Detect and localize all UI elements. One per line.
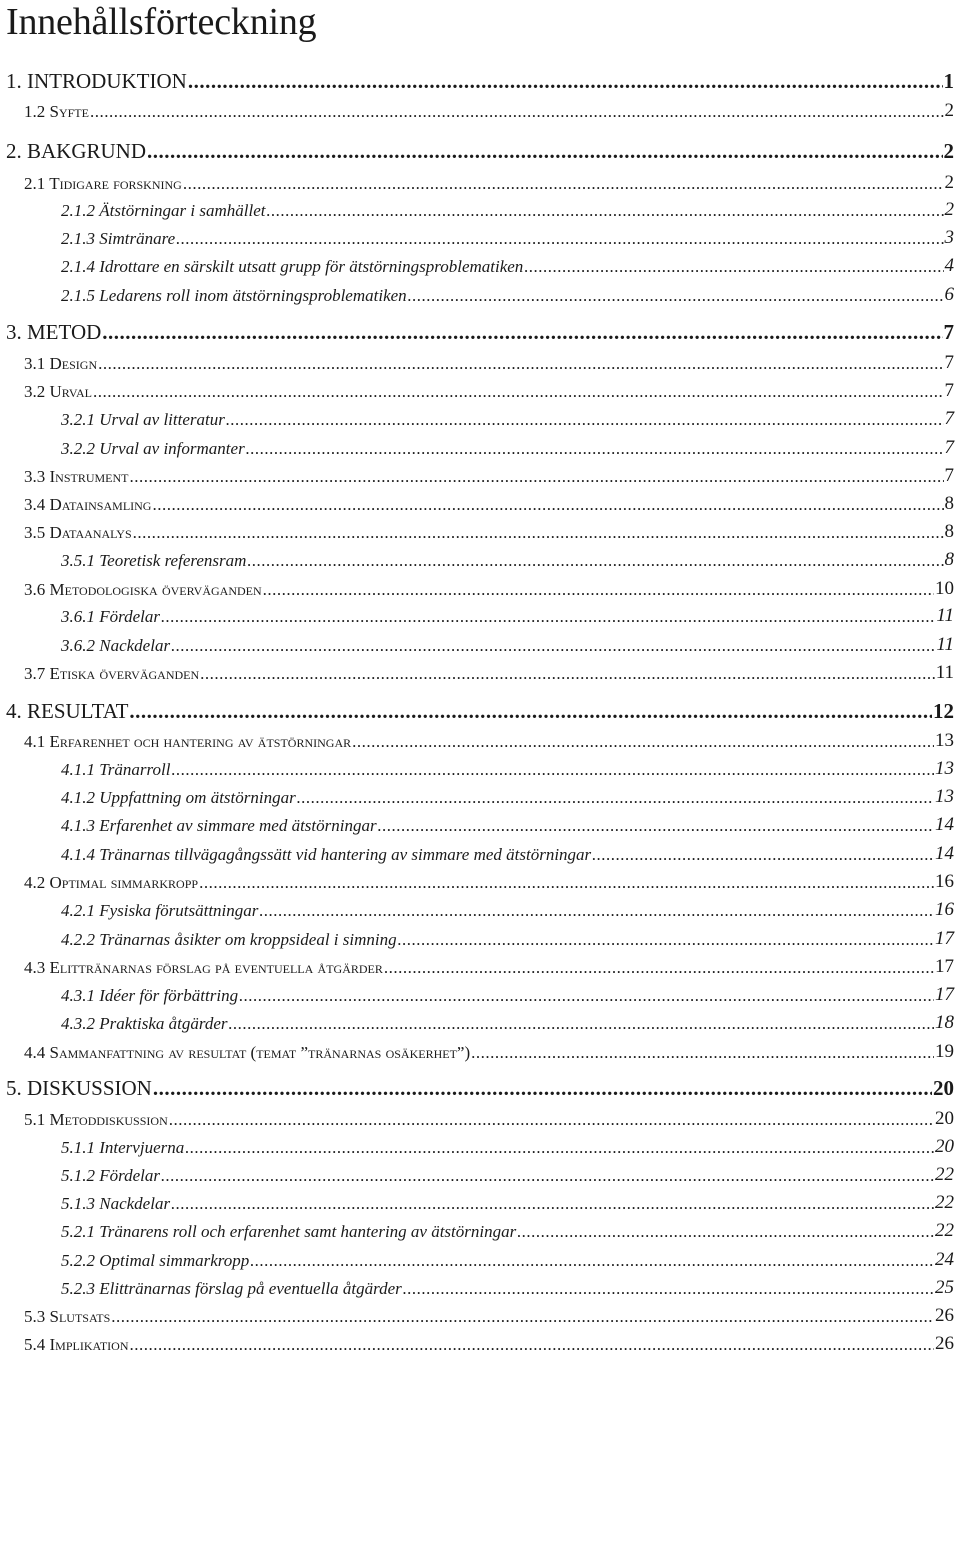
dot-leader — [200, 664, 935, 684]
toc-entry-label: 3.7 Etiska överväganden — [24, 664, 200, 683]
toc-entry[interactable] — [6, 70, 954, 94]
toc-entry-page-number: 19 — [935, 1041, 954, 1062]
toc-entry-label: 3.6 Metodologiska överväganden — [24, 580, 262, 599]
dot-leader — [524, 257, 943, 277]
toc-entry-page-number: 26 — [935, 1305, 954, 1326]
toc-entry-page-number: 8 — [944, 549, 954, 570]
toc-entry[interactable] — [24, 170, 954, 194]
toc-entry[interactable] — [61, 1134, 954, 1158]
toc-entry-page-number: 12 — [933, 699, 954, 723]
dot-leader — [176, 229, 943, 249]
toc-entry-label: 2.1.2 Ätstörningar i samhället — [61, 201, 266, 220]
toc-entry[interactable] — [61, 253, 954, 277]
toc-entry-page-number: 6 — [944, 284, 954, 305]
dot-leader — [102, 320, 942, 345]
toc-entry-page-number: 11 — [936, 605, 954, 626]
toc-entry-page-number: 13 — [935, 758, 954, 779]
toc-entry-page-number: 2 — [943, 139, 954, 163]
toc-entry[interactable] — [61, 1218, 954, 1242]
toc-entry-label: 3.2.1 Urval av litteratur — [61, 410, 225, 429]
toc-entry-page-number: 17 — [935, 956, 954, 977]
toc-entry[interactable] — [61, 1162, 954, 1186]
toc-entry[interactable] — [61, 406, 954, 430]
toc-entry[interactable] — [61, 1275, 954, 1299]
dot-leader — [185, 1138, 934, 1158]
toc-entry-label: 5.4 Implikation — [24, 1335, 129, 1354]
dot-leader — [153, 1076, 932, 1101]
dot-leader — [171, 636, 935, 656]
dot-leader — [98, 354, 943, 374]
dot-leader — [171, 1194, 934, 1214]
toc-entry-label: 4.1.1 Tränarroll — [61, 760, 171, 779]
toc-entry-label: 2.1.5 Ledarens roll inom ätstörningsproblematiken — [61, 286, 407, 305]
toc-entry-page-number: 7 — [944, 437, 954, 458]
toc-entry-label: 3.6.2 Nackdelar — [61, 636, 171, 655]
toc-entry-label: 4.2 Optimal simmarkropp — [24, 873, 199, 892]
toc-entry[interactable] — [61, 756, 954, 780]
toc-entry[interactable] — [24, 1303, 954, 1327]
toc-entry-label: 4.1.2 Uppfattning om ätstörningar — [61, 788, 296, 807]
toc-entry[interactable] — [61, 784, 954, 808]
toc-entry[interactable] — [24, 660, 954, 684]
toc-entry-page-number: 22 — [935, 1192, 954, 1213]
toc-entry-label: 5.3 Slutsats — [24, 1307, 111, 1326]
toc-entry[interactable] — [61, 841, 954, 865]
dot-leader — [229, 1014, 934, 1034]
toc-entry-label: 4.1.4 Tränarnas tillvägagångssätt vid hantering av simmare med ätstörningar — [61, 845, 592, 864]
dot-leader — [352, 732, 934, 752]
toc-entry[interactable] — [61, 282, 954, 306]
toc-entry-label: 2.1 Tidigare forskning — [24, 174, 182, 193]
toc-entry-page-number: 3 — [944, 227, 954, 248]
toc-entry-page-number: 2 — [944, 100, 954, 121]
toc-entry-page-number: 16 — [935, 899, 954, 920]
toc-entry[interactable] — [24, 491, 954, 515]
toc-entry-page-number: 22 — [935, 1164, 954, 1185]
toc-entry-page-number: 13 — [935, 730, 954, 751]
page-title: Innehållsförteckning — [6, 1, 317, 43]
toc-entry-label: 3.2.2 Urval av informanter — [61, 439, 245, 458]
dot-leader — [152, 495, 943, 515]
toc-entry-label: 4.1 Erfarenhet och hantering av ätstörningar — [24, 732, 352, 751]
toc-entry[interactable] — [24, 378, 954, 402]
dot-leader — [246, 439, 944, 459]
toc-entry-page-number: 20 — [935, 1108, 954, 1129]
toc-entry[interactable] — [61, 632, 954, 656]
toc-entry-page-number: 2 — [944, 199, 954, 220]
dot-leader — [133, 523, 944, 543]
dot-leader — [147, 139, 942, 164]
dot-leader — [259, 901, 934, 921]
toc-entry[interactable] — [24, 1331, 954, 1355]
toc-entry[interactable] — [61, 1190, 954, 1214]
toc-entry[interactable] — [24, 1039, 954, 1063]
dot-leader — [90, 102, 944, 122]
toc-entry-label: 3.4 Datainsamling — [24, 495, 152, 514]
dot-leader — [266, 201, 943, 221]
toc-entry-label: 5.1.3 Nackdelar — [61, 1194, 171, 1213]
dot-leader — [111, 1307, 934, 1327]
toc-entry-label: 4.4 Sammanfattning av resultat (temat ”tränarnas osäkerhet”) — [24, 1043, 471, 1062]
toc-entry[interactable] — [61, 225, 954, 249]
toc-entry-page-number: 1 — [943, 69, 954, 93]
toc-entry-page-number: 26 — [935, 1333, 954, 1354]
dot-leader — [171, 760, 934, 780]
dot-leader — [188, 69, 943, 94]
toc-entry-page-number: 11 — [936, 634, 954, 655]
toc-entry-page-number: 16 — [935, 871, 954, 892]
toc-entry[interactable] — [61, 926, 954, 950]
toc-entry-label: 3.1 Design — [24, 354, 98, 373]
toc-entry[interactable] — [24, 576, 954, 600]
dot-leader — [297, 788, 934, 808]
toc-entry-label: 5.2.3 Elittränarnas förslag på eventuella åtgärder — [61, 1279, 402, 1298]
toc-entry-page-number: 17 — [935, 928, 954, 949]
toc-entry[interactable] — [61, 812, 954, 836]
toc-entry[interactable] — [24, 519, 954, 543]
dot-leader — [408, 286, 944, 306]
toc-entry[interactable] — [61, 1010, 954, 1034]
toc-entry[interactable] — [61, 897, 954, 921]
dot-leader — [403, 1279, 934, 1299]
toc-entry-label: 3.5 Dataanalys — [24, 523, 132, 542]
dot-leader — [471, 1043, 934, 1063]
toc-entry-page-number: 7 — [944, 408, 954, 429]
toc-entry-page-number: 18 — [935, 1012, 954, 1033]
toc-entry-label: 4.1.3 Erfarenhet av simmare med ätstörningar — [61, 816, 377, 835]
toc-entry[interactable] — [24, 869, 954, 893]
toc-entry[interactable] — [6, 321, 954, 345]
toc-entry-label: 2.1.4 Idrottare en särskilt utsatt grupp för ätstörningsproblematiken — [61, 257, 524, 276]
toc-entry[interactable] — [6, 1077, 954, 1101]
dot-leader — [592, 845, 934, 865]
toc-entry-page-number: 14 — [935, 843, 954, 864]
toc-entry[interactable] — [61, 603, 954, 627]
toc-entry-label: 3.2 Urval — [24, 382, 92, 401]
toc-entry[interactable] — [61, 982, 954, 1006]
toc-entry-page-number: 8 — [944, 521, 954, 542]
toc-entry-label: 4.2.1 Fysiska förutsättningar — [61, 901, 259, 920]
toc-entry-page-number: 13 — [935, 786, 954, 807]
toc-entry-label: 4.2.2 Tränarnas åsikter om kroppsideal i simning — [61, 930, 397, 949]
toc-entry-label: 4.3.2 Praktiska åtgärder — [61, 1014, 228, 1033]
dot-leader — [183, 174, 944, 194]
toc-entry-page-number: 7 — [944, 380, 954, 401]
toc-entry-page-number: 11 — [935, 662, 954, 683]
toc-entry-label: 3. METOD — [6, 320, 102, 344]
toc-entry[interactable] — [6, 140, 954, 164]
toc-entry-page-number: 24 — [935, 1249, 954, 1270]
toc-entry-page-number: 8 — [944, 493, 954, 514]
toc-entry[interactable] — [24, 1106, 954, 1130]
toc-entry[interactable] — [6, 700, 954, 724]
toc-entry-label: 1. INTRODUKTION — [6, 69, 187, 93]
toc-entry[interactable] — [24, 954, 954, 978]
dot-leader — [161, 1166, 934, 1186]
toc-entry-label: 2. BAKGRUND — [6, 139, 147, 163]
toc-entry-label: 4.3 Elittränarnas förslag på eventuella åtgärder — [24, 958, 383, 977]
toc-entry[interactable] — [24, 98, 954, 122]
dot-leader — [130, 1335, 935, 1355]
dot-leader — [93, 382, 944, 402]
toc-entry[interactable] — [61, 1247, 954, 1271]
dot-leader — [263, 580, 934, 600]
dot-leader — [129, 699, 932, 724]
toc-entry[interactable] — [24, 463, 954, 487]
toc-entry-page-number: 25 — [935, 1277, 954, 1298]
toc-entry[interactable] — [24, 728, 954, 752]
dot-leader — [517, 1222, 934, 1242]
dot-leader — [226, 410, 944, 430]
toc-entry[interactable] — [24, 350, 954, 374]
dot-leader — [384, 958, 934, 978]
toc-entry-label: 1.2 Syfte — [24, 102, 89, 121]
toc-entry-page-number: 7 — [944, 352, 954, 373]
toc-entry-label: 5. DISKUSSION — [6, 1076, 152, 1100]
toc-entry-label: 5.2.2 Optimal simmarkropp — [61, 1251, 250, 1270]
dot-leader — [239, 986, 934, 1006]
toc-entry-page-number: 7 — [943, 320, 954, 344]
toc-entry-page-number: 14 — [935, 814, 954, 835]
toc-entry-page-number: 20 — [935, 1136, 954, 1157]
toc-entry-page-number: 17 — [935, 984, 954, 1005]
toc-entry-label: 3.6.1 Fördelar — [61, 607, 161, 626]
toc-entry-label: 5.1.2 Fördelar — [61, 1166, 161, 1185]
toc-entry-label: 3.5.1 Teoretisk referensram — [61, 551, 247, 570]
dot-leader — [130, 467, 944, 487]
toc-entry-label: 3.3 Instrument — [24, 467, 129, 486]
toc-entry-label: 5.2.1 Tränarens roll och erfarenhet samt hantering av ätstörningar — [61, 1222, 517, 1241]
dot-leader — [398, 930, 934, 950]
dot-leader — [169, 1110, 934, 1130]
toc-entry[interactable] — [61, 435, 954, 459]
toc-entry[interactable] — [61, 197, 954, 221]
toc-entry-label: 5.1.1 Intervjuerna — [61, 1138, 185, 1157]
dot-leader — [161, 607, 935, 627]
toc-entry-page-number: 2 — [944, 172, 954, 193]
toc-entry-page-number: 22 — [935, 1220, 954, 1241]
toc-entry-label: 2.1.3 Simtränare — [61, 229, 176, 248]
dot-leader — [199, 873, 934, 893]
toc-entry-label: 5.1 Metoddiskussion — [24, 1110, 168, 1129]
toc-entry-label: 4. RESULTAT — [6, 699, 129, 723]
toc-entry-page-number: 7 — [944, 465, 954, 486]
toc-entry-page-number: 4 — [944, 255, 954, 276]
dot-leader — [250, 1251, 934, 1271]
toc-entry-page-number: 20 — [933, 1076, 954, 1100]
toc-entry-page-number: 10 — [935, 578, 954, 599]
dot-leader — [378, 816, 934, 836]
toc-entry-label: 4.3.1 Idéer för förbättring — [61, 986, 239, 1005]
toc-entry[interactable] — [61, 547, 954, 571]
dot-leader — [247, 551, 943, 571]
